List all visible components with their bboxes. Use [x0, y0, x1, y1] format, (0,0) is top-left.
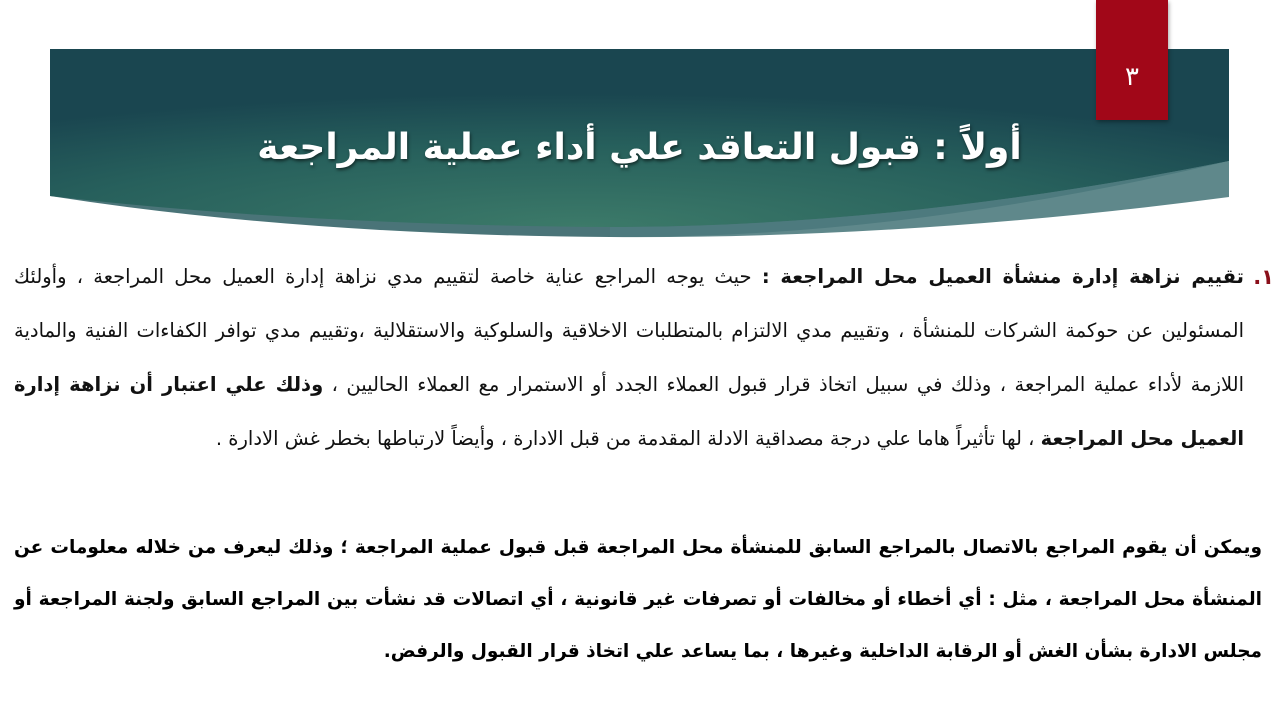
body-paragraph: ويمكن أن يقوم المراجع بالاتصال بالمراجع السابق للمنشأة محل المراجعة قبل قبول عملية المراجعة ؛ وذلك ليعرف من خلاله معلومات عن المنشأة محل المراجعة ، مثل : أي أخطاء أو مخالفات أو تصرفات غير قانونية ، أي اتصالات قد نشأت بين المراجع السابق ولجنة المراجعة أو مجلس الادارة بشأن الغش أو الرقابة الداخلية وغيرها ، بما يساعد علي اتخاذ قرار القبول والرفض. [14, 537, 1262, 662]
item-text: حيث يوجه المراجع عناية خاصة لتقييم مدي نزاهة إدارة العميل محل المراجعة ، وأولئك المسئولين عن حوكمة الشركات للمنشأة ، وتقييم مدي الالتزام بالمتطلبات الاخلاقية والسلوكية والاستقلالية ،وتقييم مدي توافر الكفاءات الفنية والمادية اللازمة لأداء عملية المراجعة ، وذلك في سبيل اتخاذ قرار قبول العملاء الجدد أو الاستمرار مع العملاء الحاليين ، [14, 265, 1244, 396]
item-emphasis: وذلك علي اعتبار أن نزاهة إدارة العميل محل المراجعة [14, 373, 1244, 450]
item-text-continued: ، لها تأثيراً هاما علي درجة مصداقية الادلة المقدمة من قبل الادارة ، وأيضاً لارتباطها بخطر غش الادارة . [215, 427, 1041, 450]
page-number-badge [1096, 0, 1168, 120]
list-number: ١. [1253, 265, 1274, 289]
slide-title: أولاً : قبول التعاقد علي أداء عملية المراجعة [257, 127, 1022, 168]
page-number: ٣ [1125, 62, 1139, 92]
list-item [14, 250, 1274, 466]
item-heading: تقييم نزاهة إدارة منشأة العميل محل المراجعة : [761, 265, 1244, 288]
